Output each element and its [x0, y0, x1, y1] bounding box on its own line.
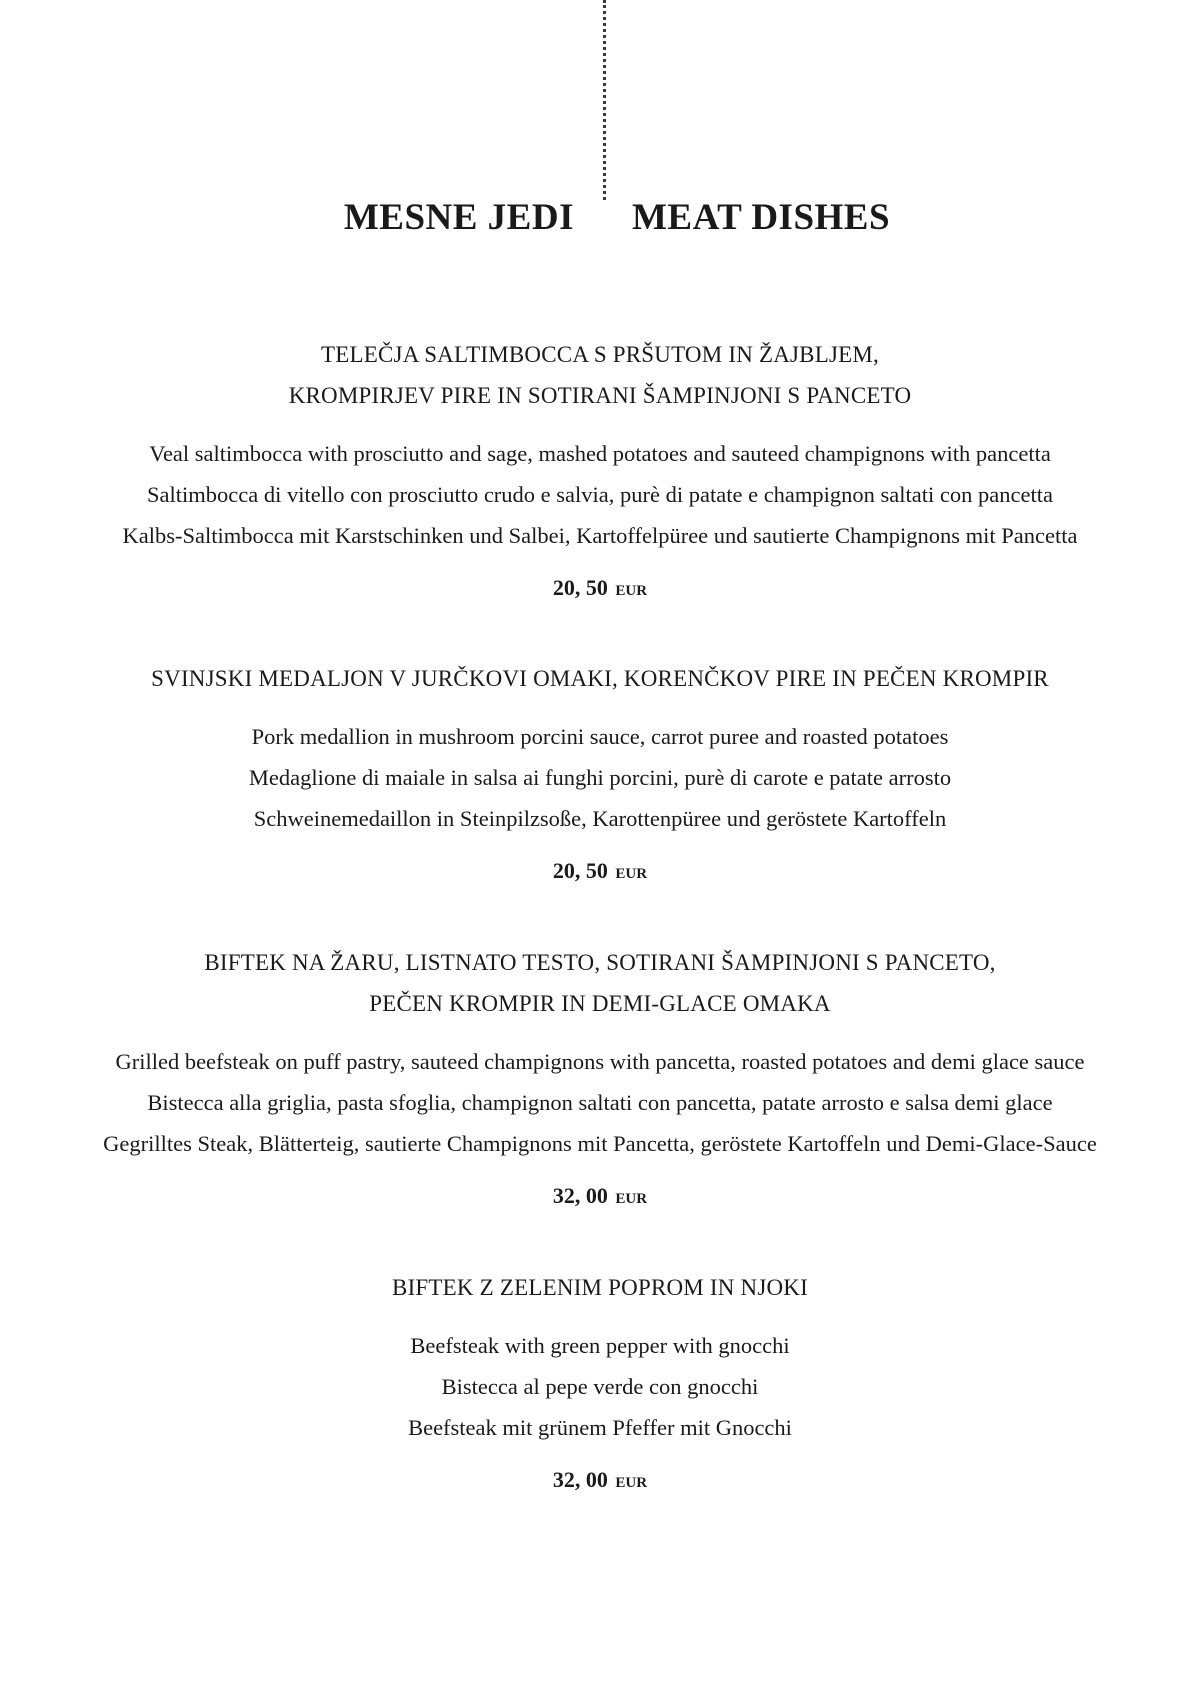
dish-title-line: SVINJSKI MEDALJON V JURČKOVI OMAKI, KORENČKOV PIRE IN PEČEN KROMPIR — [151, 666, 1049, 691]
dish-descriptions — [0, 1041, 1200, 1164]
dish-price — [0, 1465, 1200, 1498]
dish-description-english: Veal saltimbocca with prosciutto and sage, mashed potatoes and sauteed champignons with pancetta — [149, 441, 1051, 466]
menu-item-veal-saltimbocca — [0, 334, 1200, 606]
menu-header — [0, 196, 1200, 246]
dish-title-line: PEČEN KROMPIR IN DEMI-GLACE OMAKA — [369, 991, 831, 1016]
price-currency: EUR — [615, 583, 648, 599]
dish-description-english: Pork medallion in mushroom porcini sauce, carrot puree and roasted potatoes — [251, 724, 949, 749]
dish-title-line: KROMPIRJEV PIRE IN SOTIRANI ŠAMPINJONI S PANCETO — [288, 383, 912, 408]
dish-description-german: Gegrilltes Steak, Blätterteig, sautierte Champignons mit Pancetta, geröstete Kartoffeln und Demi-Glace-Sauce — [103, 1131, 1097, 1156]
dish-title — [0, 942, 1200, 1024]
price-currency: EUR — [615, 1475, 648, 1491]
dish-description-german: Kalbs-Saltimbocca mit Karstschinken und Salbei, Kartoffelpüree und sautierte Champignons mit Pancetta — [122, 523, 1078, 548]
dish-title-line: TELEČJA SALTIMBOCCA S PRŠUTOM IN ŽAJBLJEM, — [321, 342, 879, 367]
dish-price — [0, 573, 1200, 606]
section-title-english: MEAT DISHES — [632, 197, 891, 238]
dotted-divider — [603, 0, 606, 200]
dish-description-italian: Bistecca alla griglia, pasta sfoglia, champignon saltati con pancetta, patate arrosto e salsa demi glace — [147, 1090, 1053, 1115]
dish-title-line: BIFTEK Z ZELENIM POPROM IN NJOKI — [392, 1275, 808, 1300]
price-value: 20, 50 — [552, 575, 608, 600]
price-value: 32, 00 — [552, 1467, 608, 1492]
menu-item-grilled-beefsteak — [0, 942, 1200, 1214]
dish-description-german: Beefsteak mit grünem Pfeffer mit Gnocchi — [408, 1415, 792, 1440]
dish-title — [0, 658, 1200, 699]
dish-description-italian: Medaglione di maiale in salsa ai funghi porcini, purè di carote e patate arrosto — [248, 765, 952, 790]
dish-descriptions — [0, 433, 1200, 556]
dish-descriptions — [0, 716, 1200, 839]
dish-title — [0, 1267, 1200, 1308]
dish-price — [0, 1181, 1200, 1214]
dish-description-english: Grilled beefsteak on puff pastry, sauteed champignons with pancetta, roasted potatoes and demi glace sauce — [115, 1049, 1085, 1074]
dish-price — [0, 856, 1200, 889]
price-currency: EUR — [615, 866, 648, 882]
dish-title-line: BIFTEK NA ŽARU, LISTNATO TESTO, SOTIRANI ŠAMPINJONI S PANCETO, — [204, 950, 996, 975]
menu-item-beefsteak-green-pepper — [0, 1267, 1200, 1498]
section-title-slovenian: MESNE JEDI — [343, 197, 574, 238]
menu-item-pork-medallion — [0, 658, 1200, 889]
dish-description-italian: Bistecca al pepe verde con gnocchi — [441, 1374, 759, 1399]
dish-descriptions — [0, 1325, 1200, 1448]
dish-title — [0, 334, 1200, 416]
price-currency: EUR — [615, 1191, 648, 1207]
price-value: 20, 50 — [552, 858, 608, 883]
dish-description-english: Beefsteak with green pepper with gnocchi — [410, 1333, 790, 1358]
dish-description-italian: Saltimbocca di vitello con prosciutto crudo e salvia, purè di patate e champignon saltati con pancetta — [147, 482, 1053, 507]
price-value: 32, 00 — [552, 1183, 608, 1208]
dish-description-german: Schweinemedaillon in Steinpilzsoße, Karottenpüree und geröstete Kartoffeln — [253, 806, 947, 831]
